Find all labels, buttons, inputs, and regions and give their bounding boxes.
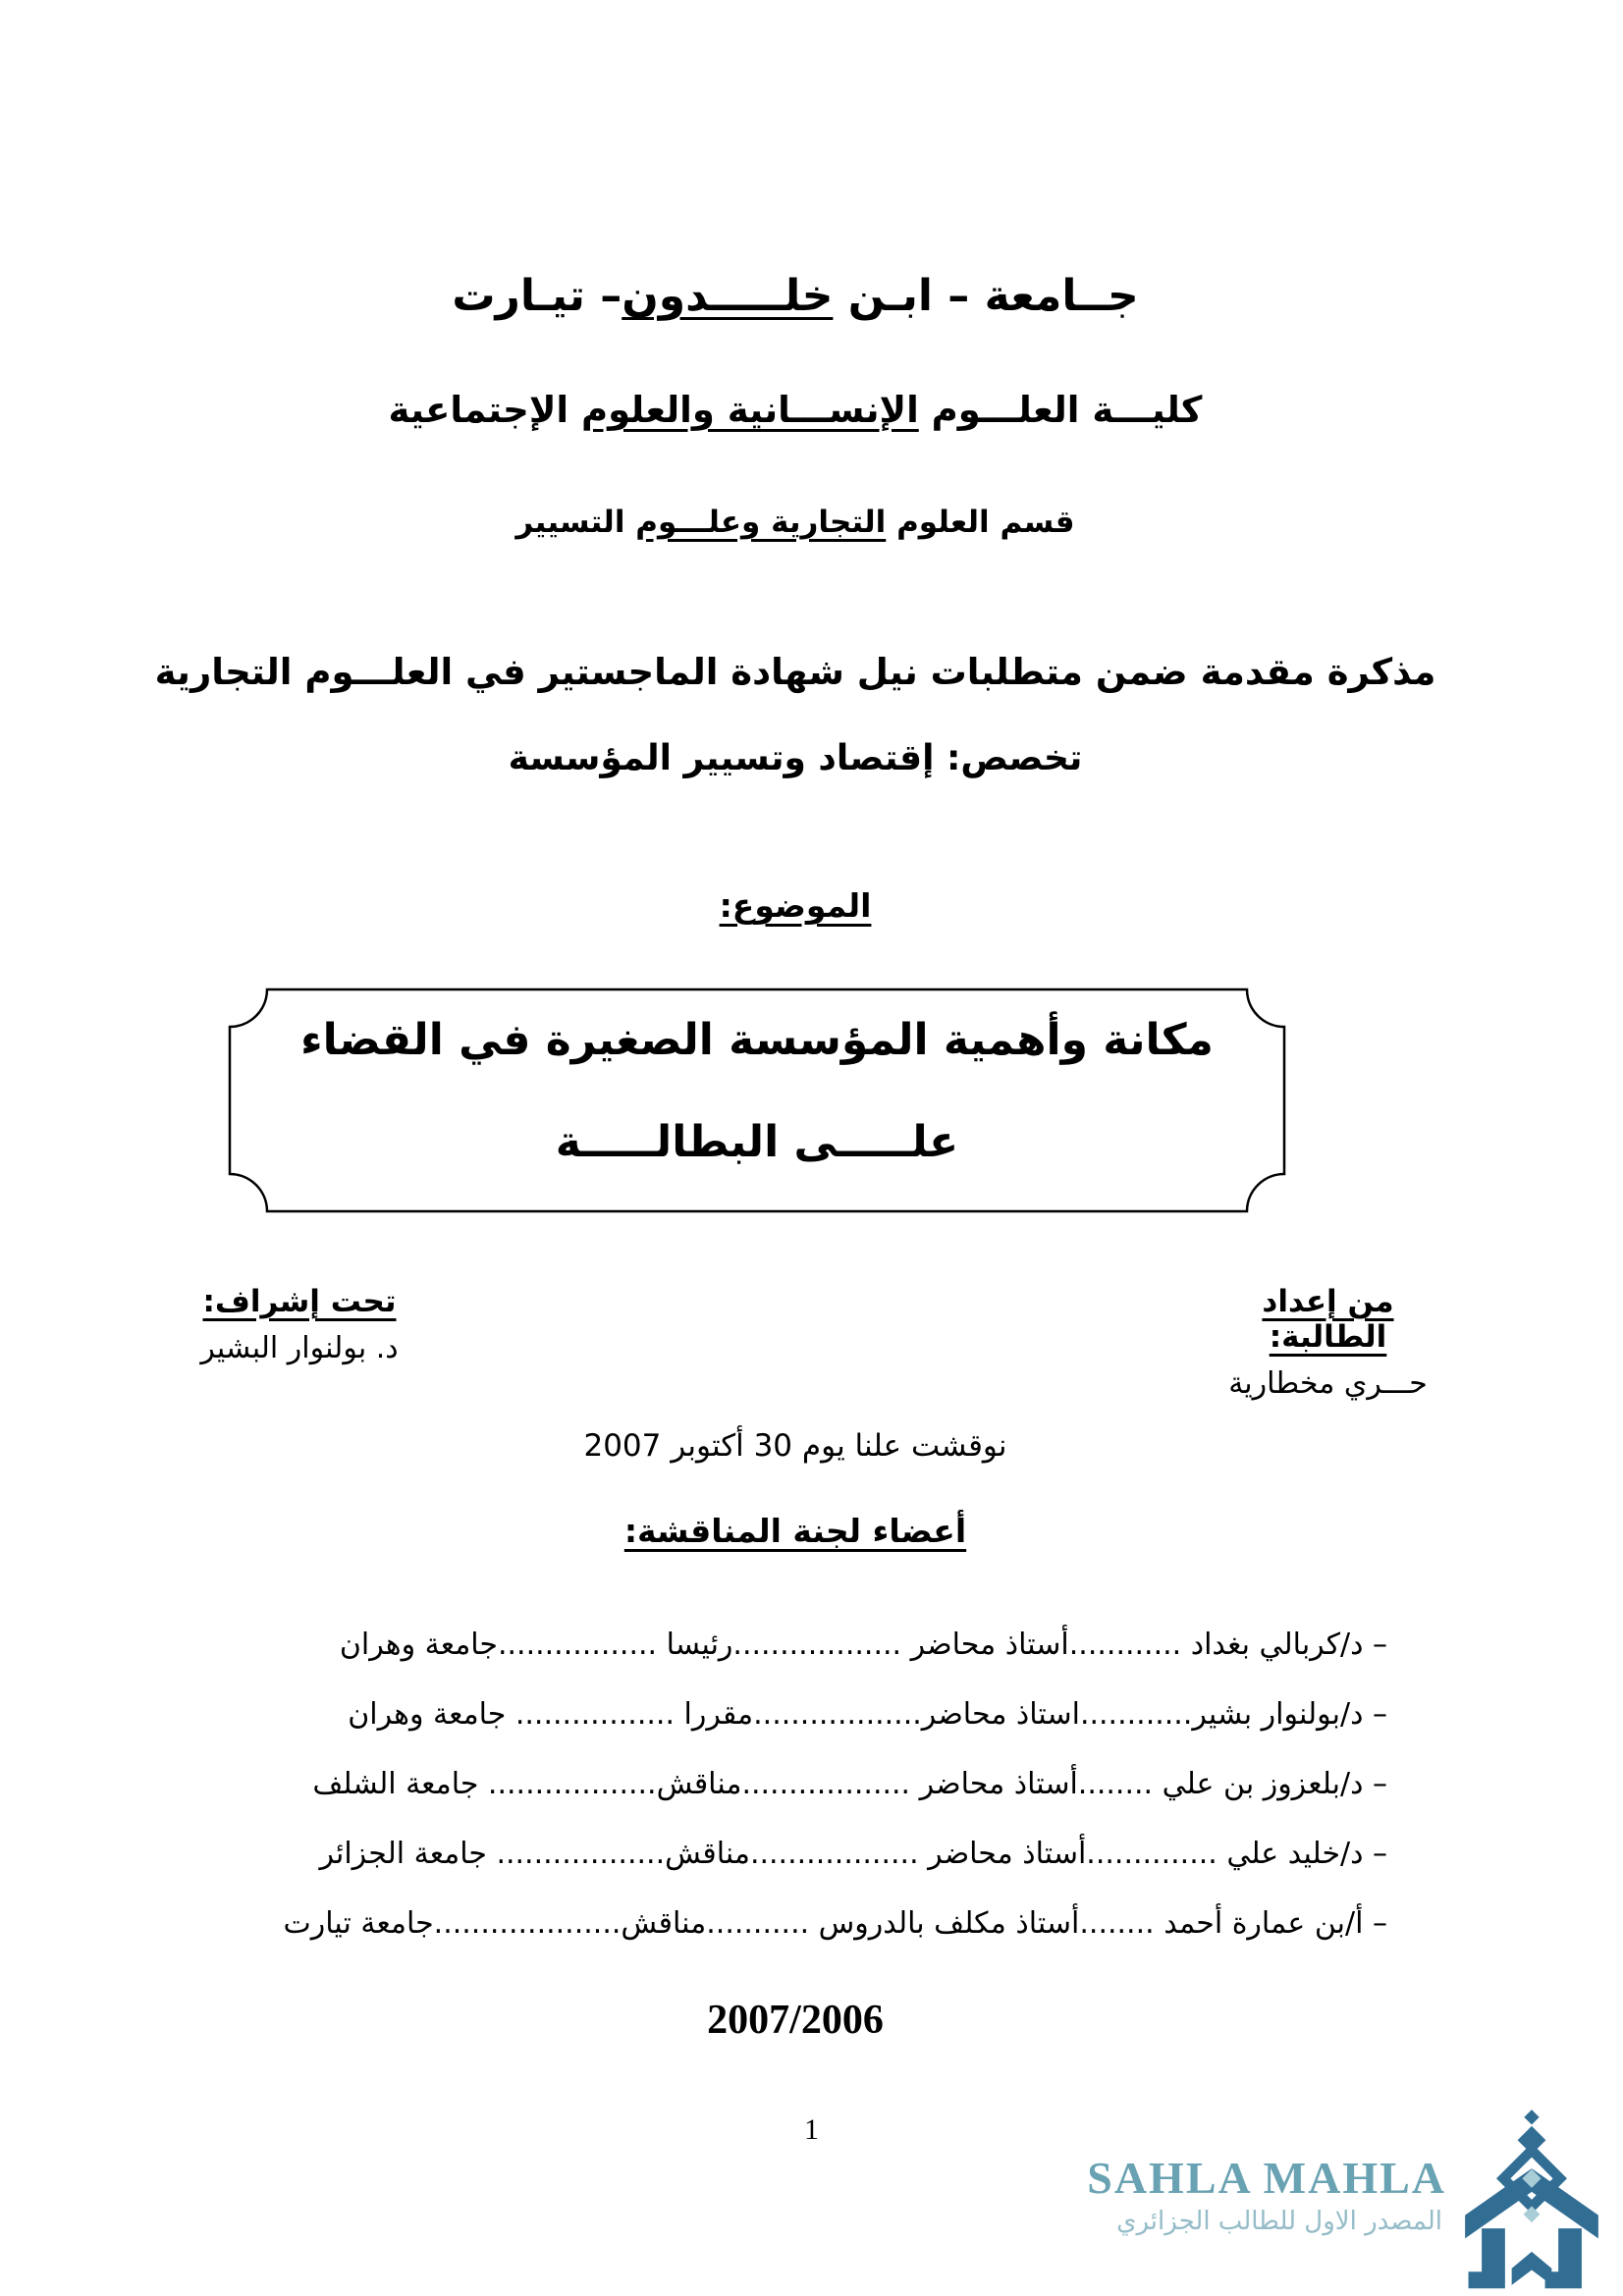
page-number: 1 xyxy=(804,2113,819,2146)
faculty-title-segment: كليـــة العلـــوم xyxy=(918,389,1203,431)
department-title xyxy=(88,505,1502,540)
subject-label-text: الموضوع: xyxy=(719,886,872,925)
student-name: حـــري مخطارية xyxy=(1228,1366,1428,1401)
university-title-segment: – تيـارت xyxy=(452,271,622,321)
committee-heading xyxy=(88,1512,1502,1550)
department-title-segment-underlined: التجارية وعلـــوم xyxy=(635,505,887,540)
department-title-segment: قسم العلوم xyxy=(886,505,1075,540)
faculty-title-segment: الإجتماعية xyxy=(388,389,581,431)
sahla-mahla-logo-mark xyxy=(1448,2109,1615,2295)
supervisor-block xyxy=(182,1284,417,1365)
sahla-mahla-watermark xyxy=(1087,2109,1615,2295)
memo-requirement-line: مذكرة مقدمة ضمن متطلبات نيل شهادة الماجستير في العلـــوم التجارية xyxy=(154,651,1436,693)
university-title-segment: جــامعة – ابـن xyxy=(833,271,1139,321)
supervisor-label: تحت إشراف: xyxy=(202,1284,397,1319)
committee-member-row: – د/خليد علي ..............أستاذ محاضر ..................مناقش.................. جامعة الجزائر xyxy=(319,1837,1387,1871)
thesis-title-box xyxy=(228,988,1286,1213)
thesis-title-line2: علـــــى البطالـــــة xyxy=(555,1117,959,1167)
thesis-title-line1: مكانة وأهمية المؤسسة الصغيرة في القضاء xyxy=(300,1015,1214,1065)
academic-year-text: 2007/2006 xyxy=(707,1998,884,2043)
sahla-mahla-brand-text: SAHLA MAHLA xyxy=(1087,2153,1446,2203)
university-title xyxy=(88,271,1502,321)
committee-member-row: – د/بولنوار بشير............استاذ محاضر..................مقررا ................. جامعة وهران xyxy=(348,1697,1387,1732)
committee-heading-text: أعضاء لجنة المناقشة: xyxy=(623,1512,967,1550)
committee-member-row: – أ/بن عمارة أحمد ........أستاذ مكلف بالدروس ...........مناقش....................جامعة تيارت xyxy=(283,1906,1387,1941)
faculty-title xyxy=(88,389,1502,431)
defense-date-line: نوقشت علنا يوم 30 أكتوبر 2007 xyxy=(583,1428,1007,1464)
faculty-title-segment-underlined: الإنســـانية والعلوم xyxy=(580,389,919,431)
department-title-segment: التسيير xyxy=(515,505,636,540)
committee-member-row: – د/بلعزوز بن علي ........أستاذ محاضر ..................مناقش.................. جامعة الشلف xyxy=(312,1767,1387,1801)
supervisor-name: د. بولنوار البشير xyxy=(200,1331,399,1365)
subject-label xyxy=(88,886,1502,925)
committee-member-row: – د/كربالي بغداد ............أستاذ محاضر ..................رئيسا .................جامعة وهران xyxy=(339,1628,1387,1662)
committee-list xyxy=(284,1610,1387,1958)
prepared-by-label: من إعداد الطالبة: xyxy=(1262,1284,1394,1355)
prepared-by-block xyxy=(1203,1284,1453,1401)
academic-year xyxy=(88,1997,1502,2044)
speciality-line: تخصص: إقتصاد وتسيير المؤسسة xyxy=(508,738,1083,778)
sahla-mahla-tagline: المصدر الاول للطالب الجزائري xyxy=(1116,2207,1442,2236)
university-title-segment-underlined: خلـــــدون xyxy=(622,271,834,321)
